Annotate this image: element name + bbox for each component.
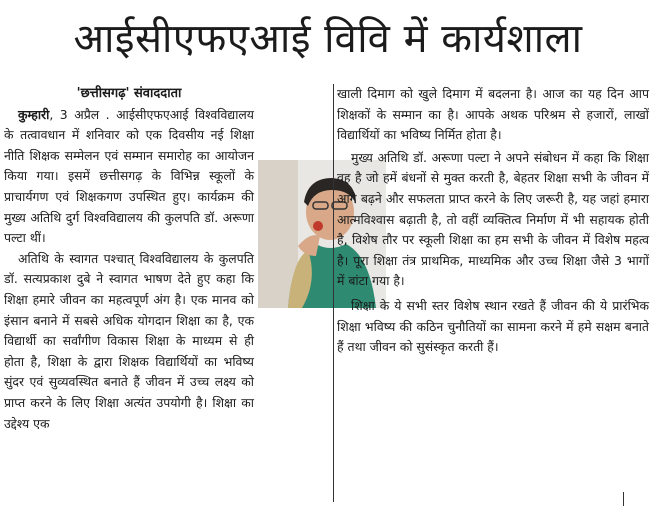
dateline: कुम्हारी: [18, 106, 50, 122]
byline: 'छत्तीसगढ़' संवाददाता: [76, 86, 182, 101]
right-paragraph-1: खाली दिमाग को खुले दिमाग में बदलना है। आज का यह दिन आप शिक्षकों के सम्मान का है। आपके अथक परिश्रम से हजारों, लाखों विद्यार्थियों का भविष्य निर्मित होता है।: [337, 86, 649, 143]
left-column: [4, 84, 254, 434]
right-paragraph-2: मुख्य अतिथि डॉ. अरूणा पल्टा ने अपने संबोधन में कहा कि शिक्षा वह है जो हमें बंधनों से मुक्त करती है, बेहतर शिक्षा सभी के जीवन में आगे बढ़ने और सफलता प्राप्त करने के लिए जरूरी है, यह जहां हमारा आत्मविश्वास बढ़ाती है, तो वहीं व्यक्तित्व निर्माण में भी सहायक होती है, विशेष तौर पर स्कूली शिक्षा का हम सभी के जीवन में विशेष महत्व है। पूरा शिक्षा तंत्र प्राथमिक, माध्यमिक और उच्च शिक्षा जैसे 3 भागों में बांटा गया है।: [337, 149, 649, 289]
column-end-rule: [623, 492, 624, 506]
right-column: [337, 84, 649, 358]
left-paragraph-1-text: , 3 अप्रैल . आईसीएफएआई विश्वविद्यालय के तत्वावधान में शनिवार को एक दिवसीय नई शिक्षा नीति शिक्षक सम्मेलन एवं सम्मान समारोह का आयोजन किया गया। इसमें छत्तीसगढ़ के विभिन्न स्कूलों के प्राचार्यगण एवं शिक्षकगण उपस्थित हुए। कार्यक्रम की मुख्य अतिथि दुर्ग विश्वविद्यालय की कुलपति डॉ. अरूणा पल्टा थीं।: [4, 106, 254, 246]
left-paragraph-2: अतिथि के स्वागत पश्चात् विश्वविद्यालय के कुलपति डॉ. सत्यप्रकाश दुबे ने स्वागत भाषण देते हुए कहा कि शिक्षा हमारे जीवन का महत्वपूर्ण अंग है। एक मानव को इंसान बनाने में सबसे अधिक योगदान शिक्षा का है, एक विद्यार्थी का सर्वांगीण विकास शिक्षा के माध्यम से ही होता है, शिक्षा के द्वारा शिक्षक विद्यार्थियों का भविष्य सुंदर एवं सुव्यवस्थित बनाते हैं जीवन में उच्च लक्ष्य को प्राप्त करने के लिए शिक्षा अत्यंत उपयोगी है। शिक्षा का उद्देश्य एक: [4, 250, 254, 431]
column-divider: [333, 84, 334, 502]
headline: आईसीएफएआई विवि में कार्यशाला: [73, 16, 583, 62]
right-paragraph-3: शिक्षा के ये सभी स्तर विशेष स्थान रखते हैं जीवन की ये प्रारंभिक शिक्षा भविष्य की कठिन चुनौतियों का सामना करने में हमे सक्षम बनाते हैं तथा जीवन को सुसंस्कृत करती हैं।: [337, 297, 649, 355]
left-paragraph-1: [4, 105, 254, 249]
